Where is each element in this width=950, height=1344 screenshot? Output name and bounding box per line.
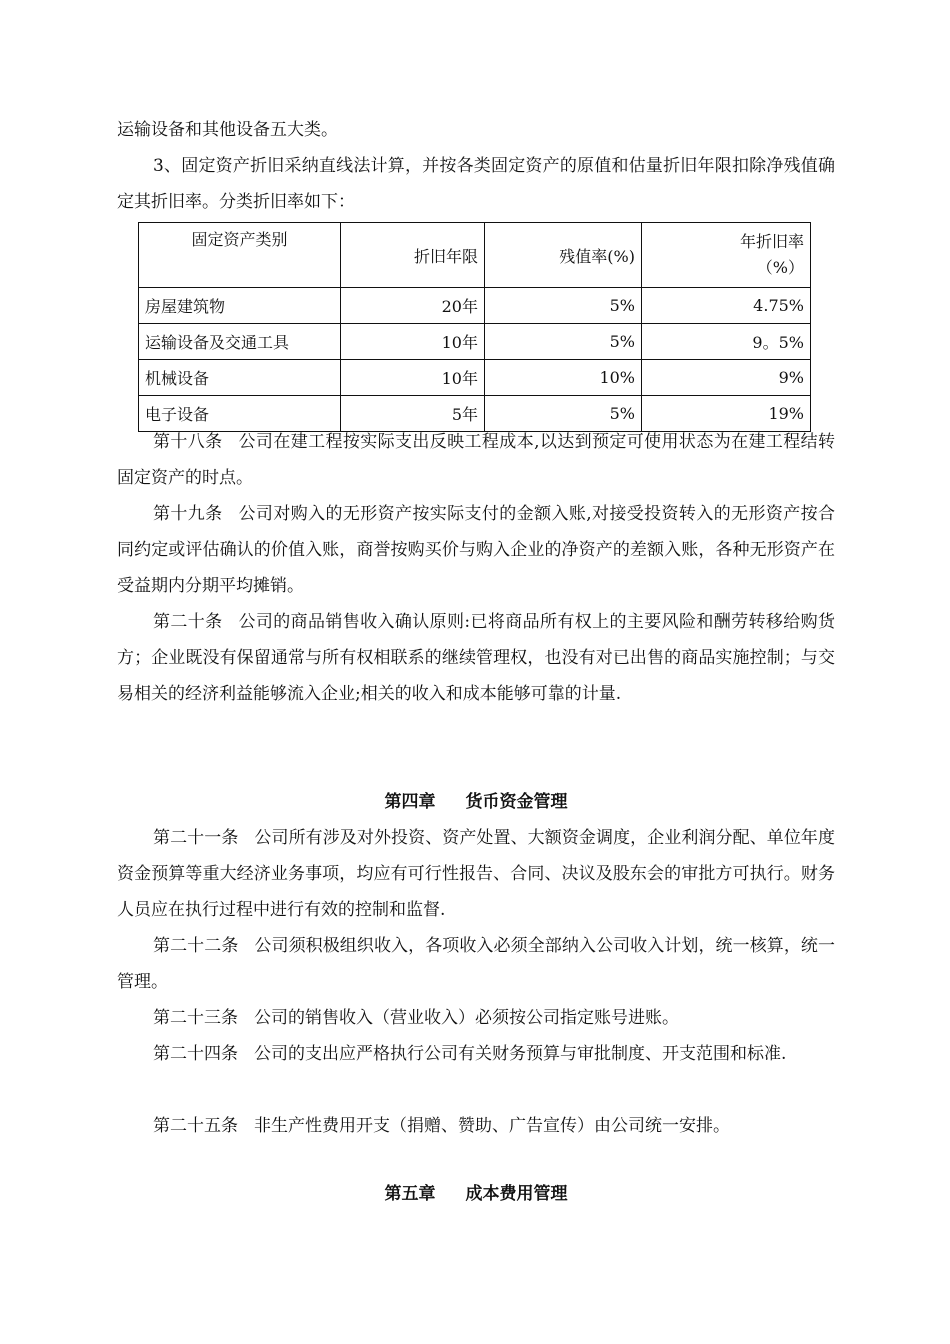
table-row — [139, 324, 811, 360]
paragraph-depreciation: 3、固定资产折旧采纳直线法计算，并按各类固定资产的原值和估量折旧年限扣除净残值确定其折旧率。分类折旧率如下： — [117, 156, 835, 212]
cell-rate: 9。5% — [642, 324, 811, 360]
article-label: 第二十二条 — [153, 936, 239, 956]
cell-rate: 19% — [642, 396, 811, 432]
article-24 — [117, 1036, 835, 1072]
paragraph-continuation: 运输设备和其他设备五大类。 — [117, 120, 338, 140]
cell-residual: 5% — [485, 288, 642, 324]
article-text: 公司须积极组织收入，各项收入必须全部纳入公司收入计划，统一核算，统一管理。 — [117, 936, 836, 992]
article-text: 公司对购入的无形资产按实际支付的金额入账,对接受投资转入的无形资产按合同约定或评估确认的价值入账，商誉按购买价与购入企业的净资产的差额入账，各种无形资产在受益期内分期平均摊销。 — [117, 504, 836, 596]
header-category: 固定资产类别 — [139, 223, 341, 288]
article-label: 第二十三条 — [153, 1008, 238, 1028]
header-rate-line1: 年折旧率 — [739, 232, 804, 251]
cell-residual: 5% — [485, 396, 642, 432]
article-23 — [117, 1000, 835, 1036]
chapter-title: 货币资金管理 — [465, 792, 568, 812]
cell-years: 5年 — [341, 396, 485, 432]
cell-category: 电子设备 — [139, 396, 341, 432]
article-text: 公司所有涉及对外投资、资产处置、大额资金调度，企业利润分配、单位年度资金预算等重大经济业务事项，均应有可行性报告、合同、决议及股东会的审批方可执行。财务人员应在执行过程中进行有效的控制和监督. — [117, 828, 836, 920]
chapter-4-heading — [117, 784, 835, 820]
article-text: 公司的销售收入（营业收入）必须按公司指定账号进账。 — [254, 1008, 679, 1028]
article-text: 公司的支出应严格执行公司有关财务预算与审批制度、开支范围和标准. — [254, 1044, 787, 1064]
header-rate-line2: （%） — [756, 258, 804, 277]
article-19 — [117, 496, 835, 604]
cell-years: 10年 — [341, 360, 485, 396]
article-label: 第十八条 — [153, 432, 223, 452]
cell-residual: 10% — [485, 360, 642, 396]
article-label: 第十九条 — [153, 504, 223, 524]
chapter-number: 第四章 — [384, 792, 436, 812]
article-label: 第二十四条 — [153, 1044, 238, 1064]
article-22 — [117, 928, 835, 1000]
cell-category: 房屋建筑物 — [139, 288, 341, 324]
article-18 — [117, 424, 835, 496]
chapter-number: 第五章 — [384, 1184, 436, 1204]
cell-years: 10年 — [341, 324, 485, 360]
article-text: 公司的商品销售收入确认原则:已将商品所有权上的主要风险和酬劳转移给购货方；企业既没有保留通常与所有权相联系的继续管理权，也没有对已出售的商品实施控制；与交易相关的经济利益能够流入企业;相关的收入和成本能够可靠的计量. — [117, 612, 836, 704]
table-row — [139, 288, 811, 324]
article-label: 第二十条 — [153, 612, 223, 632]
cell-years: 20年 — [341, 288, 485, 324]
article-20 — [117, 604, 835, 712]
article-25 — [117, 1108, 835, 1144]
cell-category: 运输设备及交通工具 — [139, 324, 341, 360]
article-21 — [117, 820, 835, 928]
table-header-row — [139, 223, 811, 288]
header-residual: 残值率(%) — [485, 223, 642, 288]
cell-rate: 4.75% — [642, 288, 811, 324]
article-text: 非生产性费用开支（捐赠、赞助、广告宣传）由公司统一安排。 — [254, 1116, 730, 1136]
depreciation-rate-table — [138, 222, 811, 432]
header-rate — [642, 223, 811, 288]
cell-rate: 9% — [642, 360, 811, 396]
chapter-5-heading — [117, 1176, 835, 1212]
article-label: 第二十五条 — [153, 1116, 238, 1136]
table-row — [139, 360, 811, 396]
header-years: 折旧年限 — [341, 223, 485, 288]
article-text: 公司在建工程按实际支出反映工程成本,以达到预定可使用状态为在建工程结转固定资产的时点。 — [117, 432, 836, 488]
article-label: 第二十一条 — [153, 828, 239, 848]
cell-category: 机械设备 — [139, 360, 341, 396]
chapter-title: 成本费用管理 — [465, 1184, 568, 1204]
cell-residual: 5% — [485, 324, 642, 360]
